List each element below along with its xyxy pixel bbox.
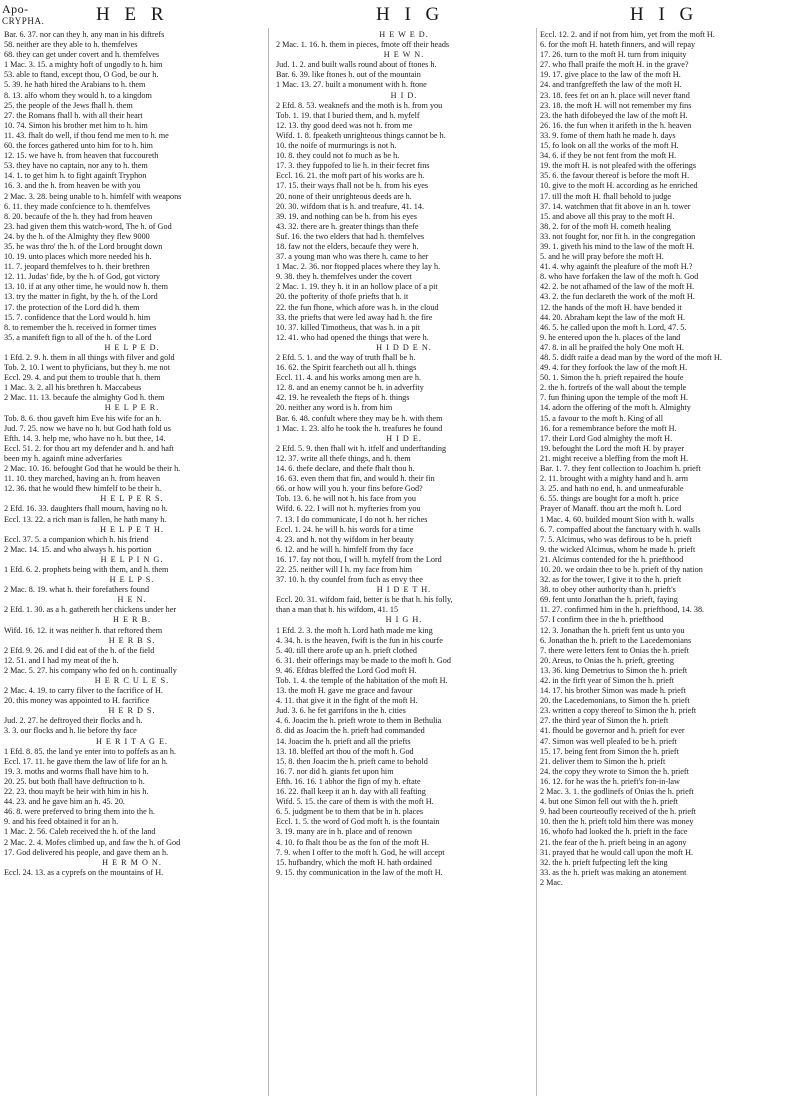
entry-heading: H E R C U L E S. [94,676,170,685]
concordance-line: 2 Efd. 5. 9. then fhall wit h. itfelf and underftanding [276,443,447,453]
concordance-line: 2 Mac. 2. 4. Mofes climbed up, and faw the h. of God [4,837,181,847]
concordance-line: 23. had given them this watch-word, The h. of God [4,221,172,231]
concordance-line: Eccl. 37. 5. a companion which h. his friend [4,534,149,544]
entry-heading: H E W N. [383,50,425,60]
concordance-line: 27. who fhall praife the moft H. in the grave? [540,60,689,70]
concordance-line: 11. 43. fhalt do well, if thou fend me men to h. me [4,130,169,140]
concordance-line: 19. befought the Lord the moft H. by prayer [540,443,685,453]
concordance-line: 24. by the h. of the Almighty they flew 9000 [4,231,150,241]
concordance-line: 14. adorn the offering of the moft h. Almighty [540,403,691,413]
concordance-line: 15. 7. confidence that the Lord would h. him [4,312,151,322]
concordance-line: 38. to obey other authority than h. prieft's [540,585,676,595]
concordance-line: 2 Mac. 1. 19. they h. it in an hollow place of a pit [276,282,438,292]
concordance-line: 2 Efd. 9. 26. and I did eat of the h. of the field [4,645,155,655]
concordance-line: 19. 17. give place to the law of the moft H. [540,70,681,80]
concordance-line: 15. 17. being fent from Simon the h. prieft [540,746,679,756]
concordance-line: 17. the protection of the Lord did h. them [4,302,140,312]
concordance-line: 42. 2. be not afhamed of the law of the moft H. [540,282,695,292]
concordance-line: 34. 6. if they be not fent from the moft H. [540,151,677,161]
concordance-line: Wifd. 5. 15. the care of them is with the moft H. [276,797,434,807]
concordance-line: 58. neither are they able to h. themfelves [4,40,138,50]
concordance-line: 12. 11. Judas' fide, by the h. of God, got victory [4,272,161,282]
concordance-line: Jud. 1. 2. and built walls round about of ftones h. [276,60,437,70]
concordance-line: 8. 13. alfo whom they would h. to a kingdom [4,90,152,100]
concordance-line: 7. 13. I do communicate, I do not h. her riches [276,514,428,524]
concordance-line: Bar. 6. 48. confult where they may be h. with them [276,413,443,423]
concordance-line: 43. 32. there are h. greater things than thefe [276,221,419,231]
concordance-line: 10. 20. we ordain thee to be h. prieft of thy nation [540,564,703,574]
concordance-line: 2 Mac. 5. 27. his company who fed on h. continually [4,665,177,675]
concordance-line: Jud. 2. 27. he deftroyed their flocks and h. [4,716,143,726]
concordance-line: 16. for a remembrance before the moft H. [540,423,677,433]
concordance-line: 2 Mac. [540,877,563,887]
concordance-line: 6. 7. compaffed about the fanctuary with h. walls [540,524,701,534]
concordance-line: 4. 34. h. is the heaven, fwift is the fun in his courfe [276,635,443,645]
concordance-line: 10. 74. Simon his brother met him to h. him [4,120,148,130]
concordance-line: than a man that h. his wifdom, 41. 15 [276,605,399,615]
concordance-line: 66. or how will you h. your fins before God? [276,484,423,494]
concordance-line: Bar. 1. 7. they fent collection to Joachim h. prieft [540,464,701,474]
concordance-line: 17. their Lord God almighty the moft H. [540,433,673,443]
column-divider [268,28,269,1096]
concordance-line: 1 Efd. 2. 9. h. them in all things with filver and gold [4,353,175,362]
concordance-line: 12. 15. we have h. from heaven that fuccoureth [4,151,159,161]
column-divider [536,28,537,1096]
concordance-line: 38. 2. for of the moft H. cometh healing [540,221,671,231]
concordance-line: 18. faw not the elders, becaufe they were h. [276,241,419,251]
concordance-line: 9. he entered upon the h. places of the land [540,332,681,342]
concordance-line: 1 Efd. 6. 2. prophets being with them, and h. them [4,564,169,574]
concordance-line: 24. and tranfgreffeth the law of the moft H. [540,80,682,90]
entry-heading: H I D E T H. [376,585,432,595]
concordance-line: 27. the third year of Simon the h. prieft [540,716,669,726]
concordance-line: 2 Efd. 16. 33. daughters fhall mourn, having no h. [4,504,168,514]
concordance-line: 2 Mac. 10. 16. befought God that he would be their h. [4,464,181,474]
concordance-line: 6. 55. things are bought for a moft h. price [540,494,679,504]
concordance-line: 48. 5. didft raife a dead man by the word of the moft H. [540,353,722,362]
concordance-line: 19. the moft H. is not pleafed with the offerings [540,161,697,171]
concordance-line: 41. fhould be governor and h. prieft for ever [540,726,685,736]
concordance-line: 20. Areus, to Onias the h. prieft, greeting [540,655,674,665]
column-middle [276,30,532,1094]
concordance-line: 9. the wicked Alcimus, whom he made h. prieft [540,544,696,554]
concordance-line: 17. 3. they fuppofed to lie h. in their fecret fins [276,161,430,171]
concordance-line: 3. 19. many are in h. place and of renown [276,827,412,837]
concordance-line: 41. 4. why againft the pleafure of the moft H.? [540,262,693,272]
concordance-line: 47. 8. in all he praifed the holy One moft H. [540,342,684,352]
concordance-line: 3. 3. our flocks and h. lie before thy face [4,726,137,736]
concordance-line: 19. 3. moths and worms fhall have him to h. [4,766,149,776]
concordance-line: 2. 11. brought with a mighty hand and h. arm [540,474,688,484]
concordance-line: 53. able to ftand, except thou, O God, be our h. [4,70,159,80]
concordance-line: 4. 11. that give it in the fight of the moft H. [276,696,418,706]
concordance-line: 16. 62. the Spirit fearcheth out all h. things [276,363,417,373]
concordance-line: 2 Mac. 8. 19. what h. their forefathers found [4,585,150,595]
concordance-line: Eccl. 1. 5. the word of God moft h. is the fountain [276,817,440,827]
concordance-line: 33. 9. fome of them hath he made h. days [540,130,676,140]
concordance-line: 15. fo look on all the works of the moft H. [540,141,679,151]
concordance-line: 44. 23. and he gave him an h. 45. 20. [4,797,125,807]
concordance-line: 21. Alcimus contended for the h. priefthood [540,554,684,564]
column-right [540,30,796,1094]
concordance-line: 42. in the firft year of Simon the h. prieft [540,676,674,685]
concordance-line: 9. 38. they h. themfelves under the covert [276,272,412,282]
entry-heading: H E L P E D. [104,342,160,352]
concordance-line: 12. 8. and an enemy cannot be h. in adverfity [276,383,424,393]
concordance-line: 12. 13. thy good deed was not h. from me [276,120,413,130]
concordance-line: Eccl. 13. 22. a rich man is fallen, he hath many h. [4,514,167,524]
concordance-line: 32. the h. prieft fufpecting left the king [540,857,668,867]
concordance-line: 12. 3. Jonathan the h. prieft fent us unto you [540,625,685,635]
concordance-line: 1 Mac. 13. 27. built a monument with h. ftone [276,80,427,90]
concordance-line: 5. 40. till there arofe up an h. prieft clothed [276,645,417,655]
concordance-line: 8. 20. becaufe of the h. they had from heaven [4,211,153,221]
concordance-line: 2. the h. fortrefs of the wall about the temple [540,383,687,393]
concordance-line: 50. 1. Simon the h. prieft repaired the houfe [540,373,684,383]
concordance-line: 6. for the moft H. hateth finners, and will repay [540,40,696,50]
concordance-line: 20. this money was appointed to H. facrifice [4,696,150,706]
concordance-line: 21. might receive a bleffing from the moft H. [540,453,689,463]
entry-heading: H E R B S. [108,635,156,645]
concordance-line: Eccl. 29. 4. and put them to trouble that h. them [4,373,161,383]
concordance-line: 7. 9. when I offer to the moft h. God, he will accept [276,847,445,857]
concordance-line: 15. a favour to the moft h. King of all [540,413,664,423]
concordance-line: 4. 6. Joacim the h. prieft wrote to them in Bethulia [276,716,442,726]
concordance-line: 15. 8. then Joacim the h. prieft came to behold [276,756,428,766]
concordance-line: Efth. 14. 3. help me, who have no h. but thee, 14. [4,433,166,443]
concordance-line: 16. 3. and the h. from heaven be with you [4,181,141,191]
concordance-line: 12. 37. write all thefe things, and h. them [276,453,411,463]
entry-heading: H E R B. [112,615,152,625]
concordance-line: 1 Efd. 8. 85. the land ye enter into to poffefs as an h. [4,746,176,756]
entry-heading: H I G H. [385,615,423,625]
concordance-line: 2 Mac. 3. 28. being unable to h. himfelf with weapons [4,191,182,201]
concordance-line: 33. not fought for, nor fit h. in the congregation [540,231,696,241]
concordance-line: 35. a manifeft fign to all of the h. of the Lord [4,332,152,342]
concordance-line: 69. fent unto Jonathan the h. prieft, faying [540,595,678,605]
concordance-line: 12. the hands of the moft H. have bended it [540,302,682,312]
concordance-line: 2 Mac. 11. 13. becaufe the almighty God h. them [4,393,165,403]
entry-heading: H E W E D. [379,30,429,39]
concordance-line: 1 Mac. 4. 60. builded mount Sion with h. walls [540,514,694,524]
concordance-line: 8. did as Joacim the h. prieft had commanded [276,726,425,736]
concordance-line: 23. the hath difobeyed the law of the moft H. [540,110,688,120]
concordance-line: 7. 5. Alcimus, who was defirous to be h. prieft [540,534,692,544]
entry-heading: H E N. [117,595,147,605]
concordance-line: Eccl. 12. 2. and if not from him, yet from the moft H. [540,30,715,39]
concordance-line: Wifd. 1. 8. fpeaketh unrighteous things cannot be h. [276,130,446,140]
concordance-line: 46. 5. he called upon the moft h. Lord, 47. 5. [540,322,687,332]
concordance-line: 14. 6. thefe declare, and thefe fhalt thou h. [276,464,415,474]
concordance-line: 4. 23. and h. not thy wifdom in her beauty [276,534,414,544]
concordance-line: 10. then the h. prieft told him there was money [540,817,694,827]
entry-heading: H E L P I N G. [100,554,164,564]
concordance-line: 16. whofo had looked the h. prieft in the face [540,827,688,837]
concordance-line: 6. 11. they made confcience to h. themfelves [4,201,151,211]
concordance-line: 6. Jonathan the h. prieft to the Lacedemonians [540,635,692,645]
concordance-line: Tob. 8. 6. thou gaveft him Eve his wife for an h. [4,413,162,423]
concordance-line: 9. 46. Efdras bleffed the Lord God moft H. [276,665,417,675]
concordance-line: Eccl. 51. 2. for thou art my defender and h. and haft [4,443,174,453]
concordance-line: 13. the moft H. gave me grace and favour [276,686,413,696]
concordance-line: 22. the fun fhone, which afore was h. in the cloud [276,302,439,312]
concordance-line: 22. 23. thou mayft be heir with him in his h. [4,787,149,797]
concordance-line: 27. the Romans fhall h. with all their heart [4,110,143,120]
concordance-line: 20. none of their unrighteous deeds are h. [276,191,412,201]
concordance-line: Eccl. 1. 24. he will h. his words for a time [276,524,414,534]
concordance-line: 10. give to the moft H. according as he enriched [540,181,698,191]
concordance-line: 2 Mac. 1. 16. h. them in pieces, fmote off their heads [276,40,450,50]
concordance-line: 2 Efd. 1. 30. as a h. gathereth her chickens under her [4,605,177,615]
concordance-line: 15. and above all this pray to the moft H. [540,211,675,221]
concordance-line: 2 Mac. 14. 15. and who always h. his portion [4,544,152,554]
concordance-line: Efth. 16. 16. 1 abhor the fign of my h. eftate [276,776,421,786]
concordance-line: 13. 36. king Demetrius to Simon the h. prieft [540,665,688,675]
concordance-line: Wifd. 6. 22. I will not h. myfteries from you [276,504,421,514]
concordance-line: 39. 1. giveth his mind to the law of the moft H. [540,241,695,251]
concordance-line: 20. neither any word is h. from him [276,403,393,413]
concordance-line: 7. there were letters fent to Onias the h. prieft [540,645,689,655]
concordance-line: 22. 25. neither will I h. my face from him [276,564,412,574]
concordance-line: 1 Mac. 1. 23. alfo he took the h. treafures he found [276,423,443,433]
concordance-line: 17. 15. their ways fhall not be h. from his eyes [276,181,429,191]
concordance-line: 32. as for the tower, I give it to the h. prieft [540,575,682,585]
concordance-line: 68. they can get under covert and h. themfelves [4,50,160,60]
concordance-line: 17. till the moft H. fhall behold to judge [540,191,671,201]
entry-heading: H E R I T A G E. [95,736,169,746]
concordance-line: 35. he was thro' the h. of the Lord brought down [4,241,163,251]
concordance-line: Bar. 6. 37. nor can they h. any man in his diftrefs [4,30,165,39]
concordance-line: 16. 22. fhall keep it an h. day with all feafting [276,787,426,797]
concordance-line: 13. 10. if at any other time, he would now h. them [4,282,168,292]
column-left [4,30,260,1094]
concordance-line: 53. they have no captain, nor any to h. them [4,161,148,171]
concordance-line: 8. who have forfaken the law of the moft h. God [540,272,699,282]
concordance-line: 4. 10. fo fhalt thou be as the fon of the moft H. [276,837,430,847]
concordance-line: 3. 25. and hath no end, h. and unmeafurable [540,484,684,494]
concordance-line: 60. the forces gathered unto him for to h. him [4,141,153,151]
concordance-line: 10. 37. killed Timotheus, that was h. in a pit [276,322,420,332]
concordance-line: 6. 5. judgment be to them that be in h. places [276,807,424,817]
concordance-line: Eccl. 24. 13. as a cyprefs on the mountains of H. [4,867,164,877]
concordance-line: Bar. 6. 39. like ftones h. out of the mountain [276,70,421,80]
concordance-line: 7. fun fhining upon the temple of the moft H. [540,393,689,403]
concordance-line: 43. 2. the fun declareth the work of the moft H. [540,292,695,302]
running-header-right: H I G [630,4,699,25]
concordance-line: 13. 18. bleffed art thou of the moft h. God [276,746,414,756]
concordance-line: 35. 6. the favour thereof is before the moft H. [540,171,690,181]
concordance-line: 33. the priefts that were led away had h. the fire [276,312,433,322]
concordance-line: 16. 63. even them that fin, and would h. their fin [276,474,435,484]
concordance-line: 31. prayed that he would call upon the moft H. [540,847,694,857]
concordance-line: 23. written a copy thereof to Simon the h. prieft [540,706,697,716]
concordance-line: 5. 39. he hath hired the Arabians to h. them [4,80,146,90]
concordance-line: Tob. 2. 10. I went to phyficians, but they h. me not [4,363,170,373]
concordance-line: been my h. againft mine adverfaries [4,453,122,463]
concordance-line: Jud. 7. 25. now we have no h. but God hath fold us [4,423,171,433]
concordance-line: 9. 15. thy communication in the law of the moft H. [276,867,443,877]
concordance-line: 20. 25. but both fhall have deftruction to h. [4,776,145,786]
concordance-line: 1 Mac. 2. 36. nor ftopped places where they lay h. [276,262,441,272]
concordance-line: Eccl. 17. 11. he gave them the law of life for an h. [4,756,168,766]
concordance-line: 1 Mac. 2. 56. Caleb received the h. of the land [4,827,156,837]
concordance-line: 21. deliver them to Simon the h. prieft [540,756,666,766]
concordance-line: Tob. 13. 6. he will not h. his face from you [276,494,416,504]
entry-heading: H E L P E R S. [100,494,164,504]
concordance-line: 11. 27. confirmed him in the h. priefthood, 14. 38. [540,605,705,615]
concordance-line: 33. as the h. prieft was making an atonement [540,867,687,877]
entry-heading: H I D E. [386,433,422,443]
concordance-line: 14. 17. his brother Simon was made h. prieft [540,686,686,696]
concordance-line: 12. 51. and I had my meat of the h. [4,655,119,665]
concordance-line: 12. 41. who had opened the things that were h. [276,332,429,342]
concordance-line: 1 Mac. 3. 2. all his brethren h. Maccabeus [4,383,142,393]
concordance-line: 20. the pofterity of thofe priefts that h. it [276,292,409,302]
concordance-line: Prayer of Manaff. thou art the moft h. Lord [540,504,682,514]
concordance-line: 46. 8. were preferved to bring them into the h. [4,807,155,817]
corner-line-1: Apo- [2,2,29,16]
concordance-line: 2 Mac. 3. 1. the godlinefs of Onias the h. prieft [540,787,694,797]
concordance-line: 1 Mac. 3. 15. a mighty hoft of ungodly to h. him [4,60,163,70]
concordance-line: 9. and his feed obtained it for an h. [4,817,119,827]
concordance-line: 21. the fear of the h. prieft being in an agony [540,837,687,847]
concordance-line: 17. God delivered his people, and gave them an h. [4,847,169,857]
concordance-line: 12. 36. that he would fhew himfelf to be their h. [4,484,162,494]
concordance-line: 9. had been courteoufly received of the h. prieft [540,807,696,817]
concordance-line: 2 Efd. 5. 1. and the way of truth fhall be h. [276,353,416,362]
concordance-line: 14. 1. to get him h. to fight againft Tryphon [4,171,147,181]
concordance-line: 26. 16. the fun when it arifeth in the h. heaven [540,120,692,130]
concordance-line: 5. and he will pray before the moft H. [540,252,664,262]
concordance-line: 10. 8. they could not fo much as be h. [276,151,400,161]
concordance-line: 10. the noife of murmurings is not h. [276,141,397,151]
concordance-line: 42. 19. he revealeth the fteps of h. things [276,393,410,403]
concordance-line: 44. 20. Abraham kept the law of the moft H. [540,312,686,322]
entry-heading: H E R M O N. [102,857,162,867]
concordance-line: 16. 7. nor did h. giants fet upon him [276,766,394,776]
concordance-line: Tob. 1. 4. the temple of the habitation of the moft H. [276,676,448,685]
concordance-line: 20. the Lacedemonians, to Simon the h. prieft [540,696,690,706]
concordance-line: 10. 19. unto places which more needed his h. [4,252,152,262]
concordance-line: 11. 10. they marched, having an h. from heaven [4,474,161,484]
concordance-line: 49. 4. for they forfook the law of the moft H. [540,363,688,373]
entry-heading: H E L P E T H. [100,524,164,534]
concordance-line: 8. to remember the h. received in former times [4,322,157,332]
entry-heading: H E L P S. [109,575,155,585]
concordance-line: Eccl. 16. 21. the moft part of his works are h. [276,171,425,181]
concordance-line: Eccl. 20. 31. wifdom faid, better is he that h. his folly, [276,595,453,605]
concordance-line: 39. 19. and nothing can be h. from his eyes [276,211,417,221]
concordance-line: 6. 12. and he will h. himfelf from thy face [276,544,414,554]
concordance-line: 24. the copy they wrote to Simon the h. prieft [540,766,689,776]
concordance-line: 37. a young man who was there h. came to her [276,252,429,262]
corner-line-2: CRYPHA. [2,16,45,26]
concordance-line: 23. 18. fees fet on an h. place will never ftand [540,90,690,100]
concordance-line: 57. I confirm thee in the h. priefthood [540,615,664,625]
concordance-line: 1 Efd. 2. 3. the moft h. Lord hath made me king [276,625,433,635]
concordance-line: 11. 7. jeopard themfelves to h. their brethren [4,262,150,272]
concordance-line: 16. 17. fay not thou, I will h. myfelf from the Lord [276,554,442,564]
concordance-line: 23. 18. the moft H. will not remember my fins [540,100,692,110]
concordance-line: 4. but one Simon fell out with the h. prieft [540,797,679,807]
concordance-line: 2 Efd. 8. 53. weaknefs and the moth is h. from you [276,100,443,110]
concordance-line: 14. Joacim the h. prieft and all the priefts [276,736,411,746]
concordance-line: 6. 31. their offerings may be made to the moft h. God [276,655,451,665]
entry-heading: H I D D E N. [376,342,432,352]
concordance-line: 15. hufbandry, which the moft H. hath ordained [276,857,432,867]
entry-heading: H I D. [390,90,418,100]
concordance-line: 20. 30. wifdom that is h. and treafure, 41. 14. [276,201,425,211]
concordance-line: 37. 10. h. thy counfel from fuch as envy thee [276,575,423,585]
entry-heading: H E L P E R. [104,403,160,413]
concordance-line: Tob. 1. 19. that I buried them, and h. myfelf [276,110,420,120]
entry-heading: H E R D S. [108,706,156,716]
concordance-line: 47. Simon was well pleafed to be h. prieft [540,736,677,746]
running-header-left: H E R [96,4,169,25]
book-section-label [2,2,45,27]
concordance-line: Eccl. 11. 4. and his works among men are h. [276,373,421,383]
concordance-line: 13. try the matter in fight, by the h. of the Lord [4,292,158,302]
running-header-middle: H I G [376,4,445,25]
concordance-line: Jud. 3. 6. he fet garrifons in the h. cities [276,706,406,716]
concordance-line: Wifd. 16. 12. it was neither h. that reftored them [4,625,163,635]
concordance-line: Suf. 16. the two elders that had h. themfelves [276,231,425,241]
concordance-line: 37. 14. watchmen that fit above in an h. tower [540,201,691,211]
concordance-line: 16. 12. for he was the h. prieft's fon-in-law [540,776,680,786]
concordance-line: 25. the people of the Jews fhall h. them [4,100,133,110]
concordance-line: 17. 26. turn to the moft H. turn from iniquity [540,50,687,60]
concordance-line: 2 Mac. 4. 19. to carry filver to the facrifice of H. [4,686,163,696]
